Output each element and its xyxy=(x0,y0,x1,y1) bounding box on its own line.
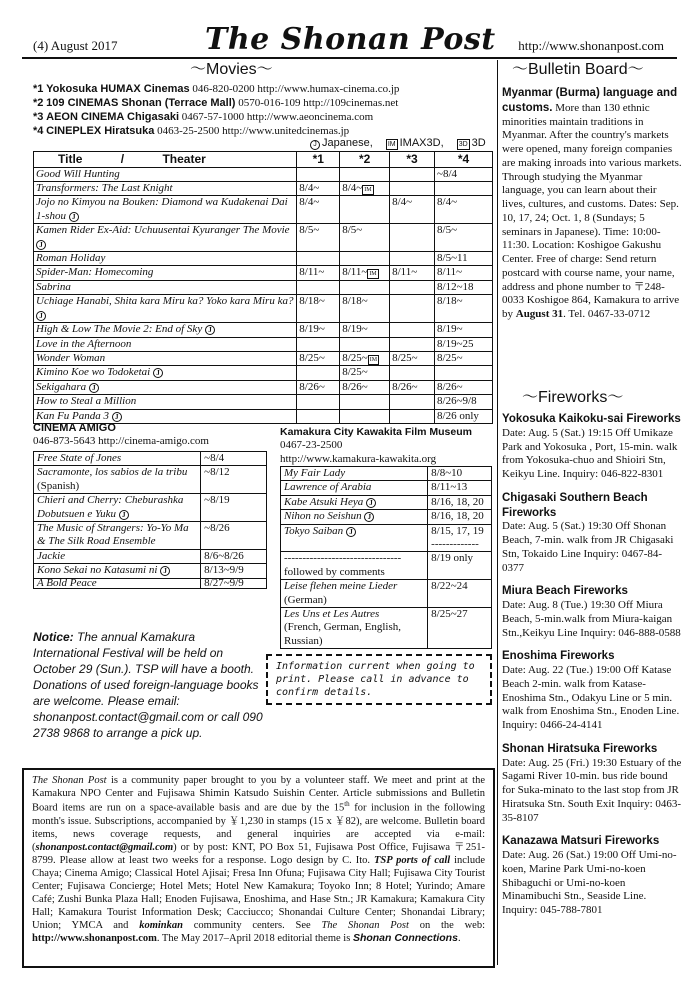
showing-date: 8/5~11 xyxy=(435,252,493,266)
kawakita-name: Kamakura City Kawakita Film Museum xyxy=(280,426,472,438)
movies-section-title: 〜Movies〜 xyxy=(190,61,273,78)
showing-date: ~8/19 xyxy=(201,494,267,522)
showing-date: 8/19~25 xyxy=(435,337,493,351)
fireworks-item xyxy=(502,412,682,482)
showing-date: 8/11~ xyxy=(297,266,340,280)
showing-date: 8/5~ xyxy=(435,224,493,252)
showing-date: 8/4~ IM xyxy=(340,182,390,196)
showing-date xyxy=(390,409,435,423)
showing-date: 8/19 only xyxy=(428,552,492,580)
movie-title: Spider-Man: Homecoming xyxy=(34,266,297,280)
movie-title: My Fair Lady xyxy=(281,467,428,481)
movie-title: Jackie xyxy=(34,549,201,563)
showing-date: 8/5~ xyxy=(297,224,340,252)
showing-date: 8/25~ xyxy=(435,351,493,365)
showing-date: 8/22~24 xyxy=(428,580,492,608)
table-row xyxy=(281,467,492,481)
japanese-icon: J xyxy=(153,368,163,378)
legend-japanese: Japanese, xyxy=(322,137,373,149)
movie-title: Chieri and Cherry: Cheburashka Dobutsuen e Yuku J xyxy=(34,494,201,522)
showing-date: 8/27~9/9 xyxy=(201,578,267,588)
showing-date: 8/18~ xyxy=(435,295,493,323)
showing-date xyxy=(390,337,435,351)
movie-title: Sekigahara J xyxy=(34,380,297,394)
movie-title: Love in the Afternoon xyxy=(34,337,297,351)
imax-icon: IM xyxy=(387,141,396,148)
table-row xyxy=(34,167,493,181)
showing-date xyxy=(340,196,390,224)
table-row xyxy=(281,608,492,649)
showing-date xyxy=(390,167,435,181)
cinema-name: AEON CINEMA Chigasaki xyxy=(46,111,179,124)
fireworks-name: Chigasaki Southern Beach Fireworks xyxy=(502,491,648,519)
showing-date: 8/25~ IM xyxy=(340,351,390,365)
cinema-info: 0467-57-1000 http://www.aeoncinema.com xyxy=(181,111,374,124)
fireworks-section-title: 〜Fireworks〜 xyxy=(522,389,624,406)
showing-date: 8/12~18 xyxy=(435,280,493,294)
fireworks-name: Miura Beach Fireworks xyxy=(502,585,628,598)
table-row xyxy=(34,224,493,252)
table-row xyxy=(34,182,493,196)
fireworks-details: Date: Aug. 26 (Sat.) 19:00 Off Umi-no-koen, Marine Park Umi-no-koen Shibaguchi or Umi-no-koen Minamibuchi Stn., Seaside Line. Inquiry: 045-788-7801 xyxy=(502,849,677,916)
fireworks-name: Shonan Hiratsuka Fireworks xyxy=(502,742,658,755)
showing-date xyxy=(340,280,390,294)
showing-date xyxy=(340,409,390,423)
notice-label: Notice: xyxy=(33,630,74,644)
showing-date: 8/11~ IM xyxy=(340,266,390,280)
showing-date xyxy=(340,337,390,351)
imax-icon: IM xyxy=(364,187,372,194)
fireworks-name: Yokosuka Kaikoku-sai Fireworks xyxy=(502,413,681,425)
imax-icon: IM xyxy=(369,271,377,278)
bulletin-section-title: 〜Bulletin Board〜 xyxy=(512,61,644,78)
movie-title: Kabe Atsuki Heya J xyxy=(281,495,428,509)
movie-title: Leise flehen meine Lieder (German) xyxy=(281,580,428,608)
cinema-info: 0463-25-2500 http://www.unitedcinemas.jp xyxy=(157,125,350,138)
cinema-num: *3 xyxy=(33,111,44,124)
japanese-icon: J xyxy=(36,240,46,250)
showing-date: 8/11~ xyxy=(390,266,435,280)
cinema-name: CINEPLEX Hiratsuka xyxy=(46,125,155,138)
table-row xyxy=(34,351,493,365)
legend-imax: IMAX3D, xyxy=(399,137,444,149)
movie-title: How to Steal a Million xyxy=(34,395,297,409)
japanese-icon: J xyxy=(112,412,122,422)
table-row xyxy=(34,494,267,522)
fireworks-details: Date: Aug. 5 (Sat.) 19:30 Off Shonan Beach, 7-min. walk from JR Chigasaki Stn, Tokaido Line Inquiry: 0467-84-0377 xyxy=(502,520,674,574)
cinema-list xyxy=(33,82,493,138)
showing-date xyxy=(297,366,340,380)
fireworks-item xyxy=(502,649,682,733)
showing-date xyxy=(297,395,340,409)
issue-date: (4) August 2017 xyxy=(33,38,118,53)
showing-date: 8/5~ xyxy=(340,224,390,252)
table-row xyxy=(34,452,267,466)
showing-date xyxy=(390,280,435,294)
movie-title: Uchiage Hanabi, Shita kara Miru ka? Yoko kara Miru ka? J xyxy=(34,295,297,323)
table-row xyxy=(281,524,492,552)
header-title-theater: Title / Theater xyxy=(34,152,297,168)
movie-title: Nihon no Seishun J xyxy=(281,510,428,524)
table-row xyxy=(34,549,267,563)
fireworks-name: Enoshima Fireworks xyxy=(502,650,615,663)
showing-date: 8/19~ xyxy=(435,323,493,337)
movie-title: Tokyo Saiban J xyxy=(281,524,428,552)
showing-date xyxy=(297,280,340,294)
table-row xyxy=(34,578,267,588)
showing-date: 8/16, 18, 20 xyxy=(428,510,492,524)
movie-title: Good Will Hunting xyxy=(34,167,297,181)
cinema-num: *4 xyxy=(33,125,44,138)
table-row xyxy=(281,495,492,509)
movie-title: Free State of Jones xyxy=(34,452,201,466)
table-header-row xyxy=(34,152,493,168)
kawakita-header xyxy=(280,426,490,466)
table-row xyxy=(34,395,493,409)
showing-date: ~8/4 xyxy=(201,452,267,466)
movie-title: Sacramonte, los sabios de la tribu (Spanish) xyxy=(34,466,201,494)
showing-date: ~8/12 xyxy=(201,466,267,494)
showing-date: 8/26 only xyxy=(435,409,493,423)
table-row xyxy=(281,552,492,580)
showing-date: 8/15, 17, 19 ------------- xyxy=(428,524,492,552)
showing-date: 8/4~ xyxy=(390,196,435,224)
table-row xyxy=(281,580,492,608)
showing-date: 8/16, 18, 20 xyxy=(428,495,492,509)
cinema-entry xyxy=(33,96,493,110)
movie-title: Lawrence of Arabia xyxy=(281,481,428,495)
showing-date: 8/18~ xyxy=(340,295,390,323)
site-url[interactable]: http://www.shonanpost.com xyxy=(518,38,664,53)
about-box: The Shonan Post is a community paper brought to you by a volunteer staff. We meet and print at the Kamakura NPO Center and Fujisawa Shimin Katsudo Suishin Center. Article submissions and Bulletin Board items are run on a space-available basis and are due by the 15th for inclusion in the following month's issue. Subscriptions, accompanied by ￥1,230 in stamps (15 x ￥82), are welcome. Bulletin board items, news coverage requests, and general inquiries are accepted via e-mail: (shonanpost.contact@gmail.com) or by post: KNT, PO Box 51, Fujisawa Post Office, Fujisawa 〒251-8799. Please allow at least two weeks for a response. Logo design by C. Ito. TSP ports of call include Chaya; Cinema Amigo; Classical Hotel Ajisai; Fresa Inn Ofuna; Fujisawa City Hall; Fujisawa City Tourist Center; Fujisawa Concierge; Hotel Mets; Hotel New Kamakura; Toyoko Inn; 8 Hotel; Yurindo; Amare Café; Zushi Bunka Plaza Hall; Enoden Fujisawa, Enoshima, and Hase Stn.; JR Kamakura; Kamakura City Hall; Kamakura Tourist Information Desk; Cacciucco; Shonandai Culture Center; Shonandai Library; Union; YMCA and kominkan community centers. See The Shonan Post on the web: http://www.shonanpost.com. The May 2017–April 2018 editorial theme is Shonan Connections. xyxy=(22,768,495,968)
showing-date: 8/19~ xyxy=(297,323,340,337)
showing-date: ~8/26 xyxy=(201,522,267,550)
movie-title: Kan Fu Panda 3 J xyxy=(34,409,297,423)
movie-title: Kono Sekai no Katasumi ni J xyxy=(34,564,201,578)
showing-date xyxy=(297,409,340,423)
movie-title: -------------------------------- followed by comments xyxy=(281,552,428,580)
imax-icon: IM xyxy=(369,356,378,363)
header-col-3: *3 xyxy=(390,152,435,168)
table-row xyxy=(34,323,493,337)
showing-date: 8/26~ xyxy=(390,380,435,394)
showing-date xyxy=(390,366,435,380)
movie-schedule-table xyxy=(33,151,493,424)
table-row xyxy=(34,252,493,266)
japanese-icon: J xyxy=(89,383,99,393)
cinema-name: Yokosuka HUMAX Cinemas xyxy=(46,83,190,95)
header-col-1: *1 xyxy=(297,152,340,168)
showing-date xyxy=(340,395,390,409)
japanese-icon: J xyxy=(366,498,376,508)
movie-title: Jojo no Kimyou na Bouken: Diamond wa Kudakenai Dai 1-shou J xyxy=(34,196,297,224)
japanese-icon: J xyxy=(364,512,374,522)
cinema-num: *1 xyxy=(33,83,44,95)
info-box: Information current when going to print. Please call in advance to confirm details. xyxy=(266,654,492,705)
fireworks-item xyxy=(502,742,682,826)
fireworks-details: Date: Aug. 8 (Tue.) 19:30 Off Miura Beach, 5-min.walk from Miura-kaigan Stn.,Keikyu Line Inquiry: 046-888-0588 xyxy=(502,599,681,639)
cinema-info: 0570-016-109 http://109cinemas.net xyxy=(238,97,399,110)
cinema-info: 046-820-0200 http://www.humax-cinema.co.jp xyxy=(192,83,400,95)
showing-date xyxy=(390,295,435,323)
showing-date: ~8/4 xyxy=(435,167,493,181)
bulletin-heading: Myanmar (Burma) language and customs. xyxy=(502,87,678,114)
japanese-icon: J xyxy=(119,510,129,520)
table-row xyxy=(34,337,493,351)
masthead-title: The Shonan Post xyxy=(205,22,496,57)
table-row xyxy=(34,366,493,380)
showing-date xyxy=(297,252,340,266)
fireworks-name: Kanazawa Matsuri Fireworks xyxy=(502,835,660,848)
showing-date xyxy=(390,182,435,196)
bulletin-item: Myanmar (Burma) language and customs. More than 130 ethnic minorities maintain traditions in Myanmar. After the country's markets were opened, many foreign companies are making inroads into various markets. Through studying the Myanmar language, you can learn about their lives, cultures, and customs. Dates: Sep. 10, 17, 24; Oct. 1, 8 (Sundays; 5 seminars in Japanese). Time: 10:00-11:30. Location: Koshigoe Gakushu Center. Free of charge: Send return postcard with course name, your name, address and phone number to 〒248-0033 Koshigoe 864, Kamakura to arrive by August 31. Tel. 0467-33-0712 xyxy=(502,87,682,320)
amigo-name: CINEMA AMIGO xyxy=(33,422,116,434)
amigo-info: 046-873-5643 http://cinema-amigo.com xyxy=(33,435,209,448)
table-row xyxy=(281,481,492,495)
showing-date: 8/8~10 xyxy=(428,467,492,481)
showing-date xyxy=(340,252,390,266)
japanese-icon: J xyxy=(36,311,46,321)
table-row xyxy=(34,380,493,394)
cinema-num: *2 xyxy=(33,97,44,110)
japanese-icon: J xyxy=(205,325,215,335)
showing-date: 8/25~ xyxy=(390,351,435,365)
table-row xyxy=(34,522,267,550)
showing-date xyxy=(390,395,435,409)
showing-date: 8/26~ xyxy=(340,380,390,394)
showing-date xyxy=(297,337,340,351)
showing-date xyxy=(390,323,435,337)
movie-title: Wonder Woman xyxy=(34,351,297,365)
fireworks-details: Date: Aug. 22 (Tue.) 19:00 Off Katase Beach 2-min. walk from Katase-Enoshima Stn., Odakyu Line or 5 min. walk from Enoshima Stn., Enoden Line. Inquiry: 0466-24-4141 xyxy=(502,664,680,731)
showing-date: 8/18~ xyxy=(297,295,340,323)
movie-title: A Bold Peace xyxy=(34,578,201,588)
header-col-4: *4 xyxy=(435,152,493,168)
table-row xyxy=(34,196,493,224)
about-web[interactable]: http://www.shonanpost.com xyxy=(32,932,157,944)
table-row xyxy=(281,510,492,524)
showing-date: 8/4~ xyxy=(435,196,493,224)
showing-date xyxy=(297,167,340,181)
cinema-entry xyxy=(33,110,493,124)
kawakita-table xyxy=(280,466,492,649)
amigo-table xyxy=(33,451,267,589)
showing-date: 8/26~ xyxy=(297,380,340,394)
showing-date: 8/11~ xyxy=(435,266,493,280)
showing-date: 8/25~ xyxy=(340,366,390,380)
column-divider xyxy=(497,60,498,965)
fireworks-item xyxy=(502,491,682,576)
showing-date: 8/13~9/9 xyxy=(201,564,267,578)
showing-date: 8/4~ xyxy=(297,182,340,196)
movie-title: Sabrina xyxy=(34,280,297,294)
showing-date xyxy=(390,252,435,266)
japanese-icon: J xyxy=(69,212,79,222)
movie-title: High & Low The Movie 2: End of Sky J xyxy=(34,323,297,337)
movie-title: Kimino Koe wo Todoketai J xyxy=(34,366,297,380)
movie-title: The Music of Strangers: Yo-Yo Ma & The Silk Road Ensemble xyxy=(34,522,201,550)
table-row xyxy=(34,266,493,280)
fireworks-item xyxy=(502,584,682,640)
movie-title: Kamen Rider Ex-Aid: Uchuusentai Kyuranger The Movie J xyxy=(34,224,297,252)
fireworks-list xyxy=(502,412,682,927)
movie-title: Transformers: The Last Knight xyxy=(34,182,297,196)
kawakita-url[interactable]: http://www.kamakura-kawakita.org xyxy=(280,452,437,465)
amigo-header xyxy=(33,422,263,449)
notice xyxy=(33,630,263,742)
cinema-name: 109 CINEMAS Shonan (Terrace Mall) xyxy=(46,97,236,110)
japanese-icon: J xyxy=(346,527,356,537)
showing-date xyxy=(435,366,493,380)
table-row xyxy=(34,295,493,323)
cinema-entry xyxy=(33,82,493,96)
legend xyxy=(310,137,486,150)
movie-title: Roman Holiday xyxy=(34,252,297,266)
showing-date: 8/26~ xyxy=(435,380,493,394)
showing-date: 8/6~8/26 xyxy=(201,549,267,563)
showing-date: 8/4~ xyxy=(297,196,340,224)
showing-date xyxy=(390,224,435,252)
showing-date xyxy=(435,182,493,196)
showing-date: 8/25~27 xyxy=(428,608,492,649)
showing-date: 8/25~ xyxy=(297,351,340,365)
fireworks-details: Date: Aug. 5 (Sat.) 19:15 Off Umikaze Park and Yokosuka , Port, 15-min. walk from Yokosuka-chuo and Shioiri Stn, Keikyu Line. Inquiry: 046-822-8301 xyxy=(502,426,678,480)
japanese-icon: J xyxy=(160,566,170,576)
notice-text: The annual Kamakura International Festival will be held on October 29 (Sun.). TSP will have a booth. Donations of used foreign-language books are welcome. Please email: shonanpost.contact@gmail.com or call 090 2738 9868 to arrange a pick up. xyxy=(33,630,263,740)
fireworks-details: Date: Aug. 25 (Fri.) 19:30 Estuary of the Sagami River 10-min. bus ride bound for Suka-minato to the last stop from JR Hiratsuka Stn. South Exit Inquiry: 0463-35-8107 xyxy=(502,756,682,824)
fireworks-item xyxy=(502,834,682,918)
header-rule xyxy=(22,57,677,59)
legend-3d: 3D xyxy=(471,137,486,149)
table-row xyxy=(34,280,493,294)
movie-title: Les Uns et Les Autres (French, German, English, Russian) xyxy=(281,608,428,649)
showing-date xyxy=(340,167,390,181)
3d-icon: 3D xyxy=(458,141,468,148)
showing-date: 8/26~9/8 xyxy=(435,395,493,409)
kawakita-phone: 0467-23-2500 xyxy=(280,439,343,452)
table-row xyxy=(34,466,267,494)
japanese-icon: J xyxy=(310,140,320,150)
showing-date: 8/19~ xyxy=(340,323,390,337)
showing-date: 8/11~13 xyxy=(428,481,492,495)
about-email[interactable]: shonanpost.contact@gmail.com xyxy=(35,841,174,853)
header-col-2: *2 xyxy=(340,152,390,168)
